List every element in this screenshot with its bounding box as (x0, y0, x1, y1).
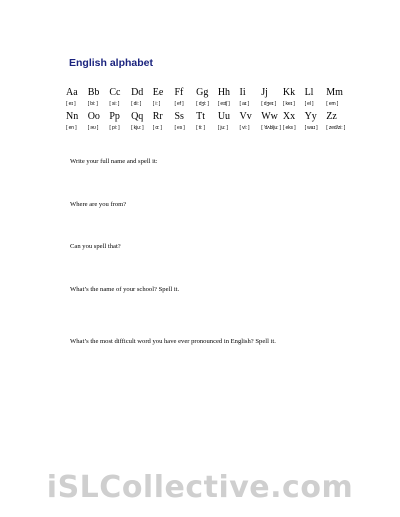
letter-cell: Rr (152, 111, 163, 122)
alphabet-row-2-phonetics (66, 125, 348, 131)
letter-cell: Ww (261, 111, 278, 122)
letter-cell: Uu (217, 111, 231, 122)
phonetic-cell: [ pi: ] (109, 125, 120, 131)
phonetic-cell: [ bi: ] (87, 101, 98, 107)
letter-cell: Ss (174, 111, 184, 122)
question-full-name: Write your full name and spell it: (70, 158, 158, 165)
phonetic-cell: [ əʊ ] (87, 125, 99, 131)
phonetic-cell: [ es ] (174, 125, 185, 131)
watermark: iSLCollective.com (46, 470, 354, 505)
phonetic-cell: [ vi: ] (239, 125, 250, 131)
letter-cell: Qq (131, 111, 144, 122)
letter-cell: Ff (174, 87, 184, 98)
phonetic-cell: [ si: ] (109, 101, 120, 107)
alphabet-row-2-letters (66, 111, 348, 122)
letter-cell: Gg (196, 87, 209, 98)
phonetic-cell: [ kju: ] (131, 125, 144, 131)
letter-cell: Pp (109, 111, 120, 122)
letter-cell: Ii (239, 87, 246, 98)
question-school-name: What’s the name of your school? Spell it. (70, 286, 180, 293)
phonetic-cell: [ eɪtʃ ] (217, 101, 230, 107)
phonetic-cell: [ ti: ] (196, 125, 205, 131)
phonetic-cell: [ el ] (304, 101, 314, 107)
phonetic-cell: [ di: ] (131, 101, 142, 107)
letter-cell: Bb (87, 87, 100, 98)
phonetic-cell: [ en ] (66, 125, 77, 131)
phonetic-cell: [ ɑ: ] (152, 125, 162, 131)
letter-cell: Yy (304, 111, 317, 122)
phonetic-cell: [ 'dʌblju: ] (261, 125, 281, 131)
worksheet-title: English alphabet (69, 57, 154, 69)
letter-cell: Mm (326, 87, 343, 98)
letter-cell: Zz (326, 111, 337, 122)
phonetic-cell: [ eɪ ] (66, 101, 76, 107)
phonetic-cell: [ waɪ ] (304, 125, 318, 131)
letter-cell: Vv (239, 111, 252, 122)
letter-cell: Cc (109, 87, 121, 98)
phonetic-cell: [ aɪ ] (239, 101, 250, 107)
phonetic-cell: [ ef ] (174, 101, 184, 107)
letter-cell: Ll (304, 87, 314, 98)
phonetic-cell: [ dʒi: ] (196, 101, 209, 107)
letter-cell: Hh (217, 87, 231, 98)
letter-cell: Ee (152, 87, 164, 98)
letter-cell: Kk (282, 87, 296, 98)
letter-cell: Nn (66, 111, 79, 122)
letter-cell: Tt (196, 111, 206, 122)
phonetic-cell: [ em ] (326, 101, 339, 107)
letter-cell: Dd (131, 87, 144, 98)
alphabet-row-1-phonetics (66, 101, 348, 107)
letter-cell: Oo (87, 111, 100, 122)
phonetic-cell: [ keɪ ] (282, 101, 295, 107)
phonetic-cell: [ eks ] (282, 125, 296, 131)
question-spell-that: Can you spell that? (70, 243, 121, 250)
phonetic-cell: [ ju: ] (217, 125, 228, 131)
question-origin: Where are you from? (70, 201, 127, 208)
question-difficult-word: What’s the most difficult word you have ever pronounced in English? Spell it. (70, 338, 276, 345)
phonetic-cell: [ dʒeɪ ] (261, 101, 277, 107)
phonetic-cell: [ i: ] (152, 101, 161, 107)
letter-cell: Jj (261, 87, 268, 98)
alphabet-row-1-letters (66, 87, 348, 98)
letter-cell: Aa (66, 87, 78, 98)
phonetic-cell: [ zed/zi: ] (326, 125, 346, 131)
letter-cell: Xx (282, 111, 296, 122)
